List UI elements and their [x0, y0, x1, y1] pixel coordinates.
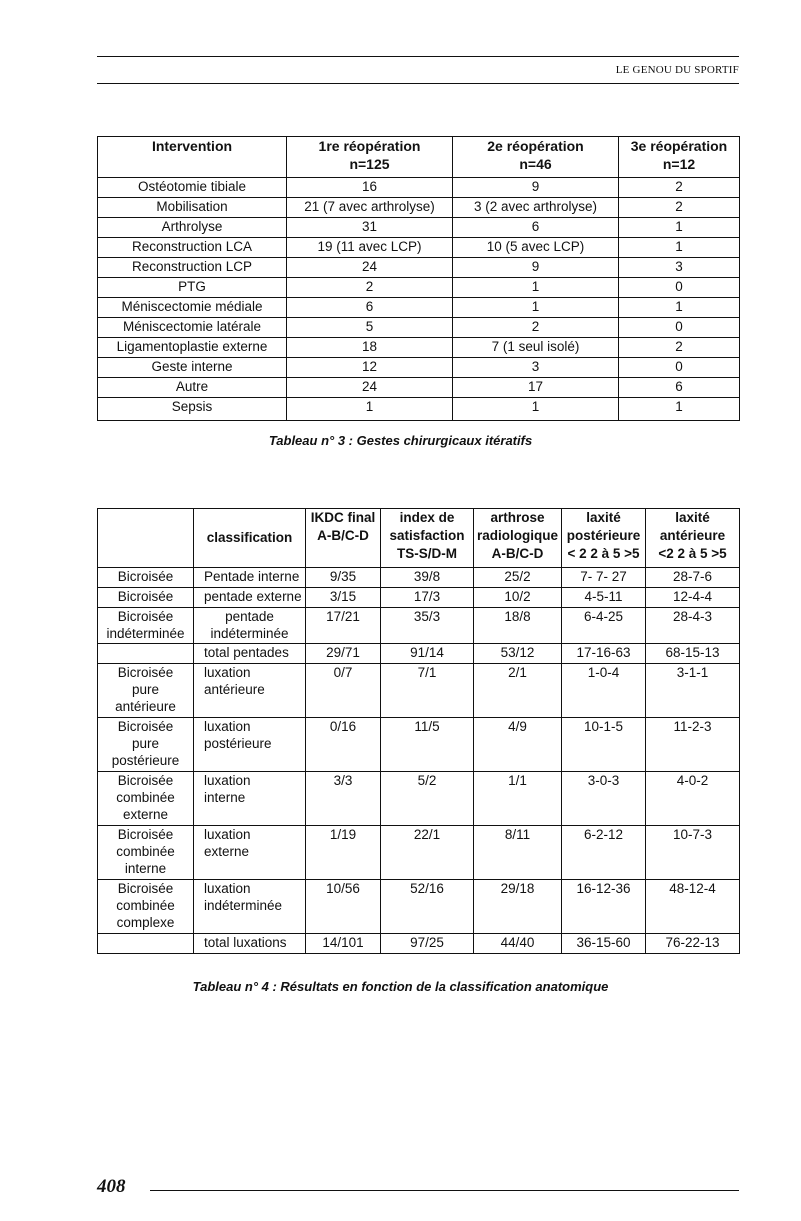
- intervention-cell: Reconstruction LCP: [98, 258, 287, 278]
- result-cell: 29/18: [474, 880, 562, 934]
- count-cell: 24: [287, 378, 453, 398]
- table-row: [98, 178, 740, 198]
- lesion-type-cell: [98, 644, 194, 664]
- table-row: [98, 608, 740, 644]
- table-row: [98, 880, 740, 934]
- result-cell: 3/15: [306, 588, 381, 608]
- result-cell: 7/1: [381, 664, 474, 718]
- classification-cell: luxation interne: [194, 772, 306, 826]
- table-row: [98, 644, 740, 664]
- result-cell: 2/1: [474, 664, 562, 718]
- result-cell: 5/2: [381, 772, 474, 826]
- result-cell: 10/56: [306, 880, 381, 934]
- count-cell: 1: [453, 278, 619, 298]
- result-cell: 1/1: [474, 772, 562, 826]
- result-cell: 1/19: [306, 826, 381, 880]
- count-cell: 2: [619, 198, 740, 218]
- count-cell: 1: [287, 398, 453, 421]
- count-cell: 1: [453, 298, 619, 318]
- header-rule-top: [97, 56, 739, 57]
- lesion-type-cell: Bicroisée indéterminée: [98, 608, 194, 644]
- intervention-cell: Mobilisation: [98, 198, 287, 218]
- result-cell: 6-4-25: [562, 608, 646, 644]
- table-row: [98, 934, 740, 954]
- table4-caption: Tableau n° 4 : Résultats en fonction de la classification anatomique: [192, 979, 609, 994]
- count-cell: 7 (1 seul isolé): [453, 338, 619, 358]
- result-cell: 4-0-2: [646, 772, 740, 826]
- header-rule-bottom: [97, 83, 739, 84]
- count-cell: 2: [287, 278, 453, 298]
- lesion-type-cell: Bicroisée: [98, 568, 194, 588]
- header-satisfaction: index de satisfaction TS-S/D-M: [381, 509, 474, 568]
- result-cell: 0/16: [306, 718, 381, 772]
- count-cell: 1: [619, 398, 740, 421]
- table-row: [98, 568, 740, 588]
- count-cell: 5: [287, 318, 453, 338]
- intervention-cell: Geste interne: [98, 358, 287, 378]
- page-number: 408: [97, 1176, 126, 1197]
- result-cell: 28-7-6: [646, 568, 740, 588]
- table-header-row: [98, 509, 740, 568]
- table-row: [98, 278, 740, 298]
- table-header-row: [98, 137, 740, 178]
- table-row: [98, 718, 740, 772]
- result-cell: 4-5-11: [562, 588, 646, 608]
- table-row: [98, 826, 740, 880]
- intervention-cell: Méniscectomie latérale: [98, 318, 287, 338]
- count-cell: 3 (2 avec arthrolyse): [453, 198, 619, 218]
- header-ikdc: IKDC final A-B/C-D: [306, 509, 381, 568]
- table-row: [98, 238, 740, 258]
- count-cell: 18: [287, 338, 453, 358]
- table-row: [98, 298, 740, 318]
- count-cell: 1: [619, 238, 740, 258]
- classification-cell: pentade indéterminée: [194, 608, 306, 644]
- intervention-cell: Arthrolyse: [98, 218, 287, 238]
- table-row: [98, 378, 740, 398]
- result-cell: 76-22-13: [646, 934, 740, 954]
- table3-caption: Tableau n° 3 : Gestes chirurgicaux itératifs: [268, 433, 533, 448]
- result-cell: 97/25: [381, 934, 474, 954]
- header-arthrose: arthrose radiologique A-B/C-D: [474, 509, 562, 568]
- header-reop-3: 3e réopération n=12: [619, 137, 740, 178]
- result-cell: 10/2: [474, 588, 562, 608]
- classification-cell: pentade externe: [194, 588, 306, 608]
- classification-cell: luxation externe: [194, 826, 306, 880]
- result-cell: 18/8: [474, 608, 562, 644]
- result-cell: 44/40: [474, 934, 562, 954]
- intervention-cell: Reconstruction LCA: [98, 238, 287, 258]
- classification-cell: Pentade interne: [194, 568, 306, 588]
- count-cell: 24: [287, 258, 453, 278]
- result-cell: 10-1-5: [562, 718, 646, 772]
- header-laxite-anterieure: laxité antérieure <2 2 à 5 >5: [646, 509, 740, 568]
- result-cell: 4/9: [474, 718, 562, 772]
- result-cell: 16-12-36: [562, 880, 646, 934]
- lesion-type-cell: Bicroisée combinée externe: [98, 772, 194, 826]
- table-row: [98, 772, 740, 826]
- footer-rule: [150, 1190, 739, 1191]
- count-cell: 0: [619, 318, 740, 338]
- table-row: [98, 664, 740, 718]
- table-row: [98, 358, 740, 378]
- table-gestes-chirurgicaux: [97, 136, 740, 421]
- result-cell: 3/3: [306, 772, 381, 826]
- intervention-cell: Autre: [98, 378, 287, 398]
- header-intervention: Intervention: [98, 137, 287, 178]
- result-cell: 17/21: [306, 608, 381, 644]
- count-cell: 3: [453, 358, 619, 378]
- result-cell: 25/2: [474, 568, 562, 588]
- result-cell: 53/12: [474, 644, 562, 664]
- count-cell: 3: [619, 258, 740, 278]
- classification-cell: total pentades: [194, 644, 306, 664]
- count-cell: 2: [619, 338, 740, 358]
- table-row: [98, 198, 740, 218]
- result-cell: 22/1: [381, 826, 474, 880]
- intervention-cell: PTG: [98, 278, 287, 298]
- intervention-cell: Ligamentoplastie externe: [98, 338, 287, 358]
- header-classification: classification: [194, 509, 306, 568]
- result-cell: 9/35: [306, 568, 381, 588]
- count-cell: 6: [287, 298, 453, 318]
- count-cell: 6: [453, 218, 619, 238]
- result-cell: 10-7-3: [646, 826, 740, 880]
- result-cell: 91/14: [381, 644, 474, 664]
- classification-cell: total luxations: [194, 934, 306, 954]
- result-cell: 11-2-3: [646, 718, 740, 772]
- classification-cell: luxation postérieure: [194, 718, 306, 772]
- count-cell: 21 (7 avec arthrolyse): [287, 198, 453, 218]
- result-cell: 17/3: [381, 588, 474, 608]
- result-cell: 52/16: [381, 880, 474, 934]
- result-cell: 39/8: [381, 568, 474, 588]
- count-cell: 0: [619, 278, 740, 298]
- table-row: [98, 258, 740, 278]
- table-row: [98, 218, 740, 238]
- count-cell: 17: [453, 378, 619, 398]
- count-cell: 16: [287, 178, 453, 198]
- intervention-cell: Méniscectomie médiale: [98, 298, 287, 318]
- header-laxite-posterieure: laxité postérieure < 2 2 à 5 >5: [562, 509, 646, 568]
- header-reop-2: 2e réopération n=46: [453, 137, 619, 178]
- lesion-type-cell: Bicroisée: [98, 588, 194, 608]
- classification-cell: luxation antérieure: [194, 664, 306, 718]
- count-cell: 1: [619, 218, 740, 238]
- result-cell: 3-0-3: [562, 772, 646, 826]
- intervention-cell: Sepsis: [98, 398, 287, 421]
- lesion-type-cell: [98, 934, 194, 954]
- classification-cell: luxation indéterminée: [194, 880, 306, 934]
- count-cell: 31: [287, 218, 453, 238]
- count-cell: 19 (11 avec LCP): [287, 238, 453, 258]
- result-cell: 48-12-4: [646, 880, 740, 934]
- result-cell: 0/7: [306, 664, 381, 718]
- result-cell: 6-2-12: [562, 826, 646, 880]
- table-row: [98, 338, 740, 358]
- count-cell: 9: [453, 178, 619, 198]
- result-cell: 17-16-63: [562, 644, 646, 664]
- table-resultats-classification: [97, 508, 740, 954]
- lesion-type-cell: Bicroisée combinée complexe: [98, 880, 194, 934]
- table-row: [98, 398, 740, 421]
- result-cell: 12-4-4: [646, 588, 740, 608]
- count-cell: 2: [619, 178, 740, 198]
- lesion-type-cell: Bicroisée combinée interne: [98, 826, 194, 880]
- count-cell: 2: [453, 318, 619, 338]
- result-cell: 36-15-60: [562, 934, 646, 954]
- count-cell: 0: [619, 358, 740, 378]
- intervention-cell: Ostéotomie tibiale: [98, 178, 287, 198]
- count-cell: 10 (5 avec LCP): [453, 238, 619, 258]
- result-cell: 14/101: [306, 934, 381, 954]
- result-cell: 35/3: [381, 608, 474, 644]
- header-reop-1: 1re réopération n=125: [287, 137, 453, 178]
- result-cell: 68-15-13: [646, 644, 740, 664]
- result-cell: 7- 7- 27: [562, 568, 646, 588]
- count-cell: 6: [619, 378, 740, 398]
- result-cell: 1-0-4: [562, 664, 646, 718]
- result-cell: 11/5: [381, 718, 474, 772]
- count-cell: 12: [287, 358, 453, 378]
- result-cell: 8/11: [474, 826, 562, 880]
- count-cell: 9: [453, 258, 619, 278]
- table-row: [98, 588, 740, 608]
- result-cell: 28-4-3: [646, 608, 740, 644]
- table-row: [98, 318, 740, 338]
- header-empty: [98, 509, 194, 568]
- count-cell: 1: [619, 298, 740, 318]
- count-cell: 1: [453, 398, 619, 421]
- lesion-type-cell: Bicroisée pure postérieure: [98, 718, 194, 772]
- running-head: LE GENOU DU SPORTIF: [615, 64, 739, 76]
- lesion-type-cell: Bicroisée pure antérieure: [98, 664, 194, 718]
- result-cell: 29/71: [306, 644, 381, 664]
- result-cell: 3-1-1: [646, 664, 740, 718]
